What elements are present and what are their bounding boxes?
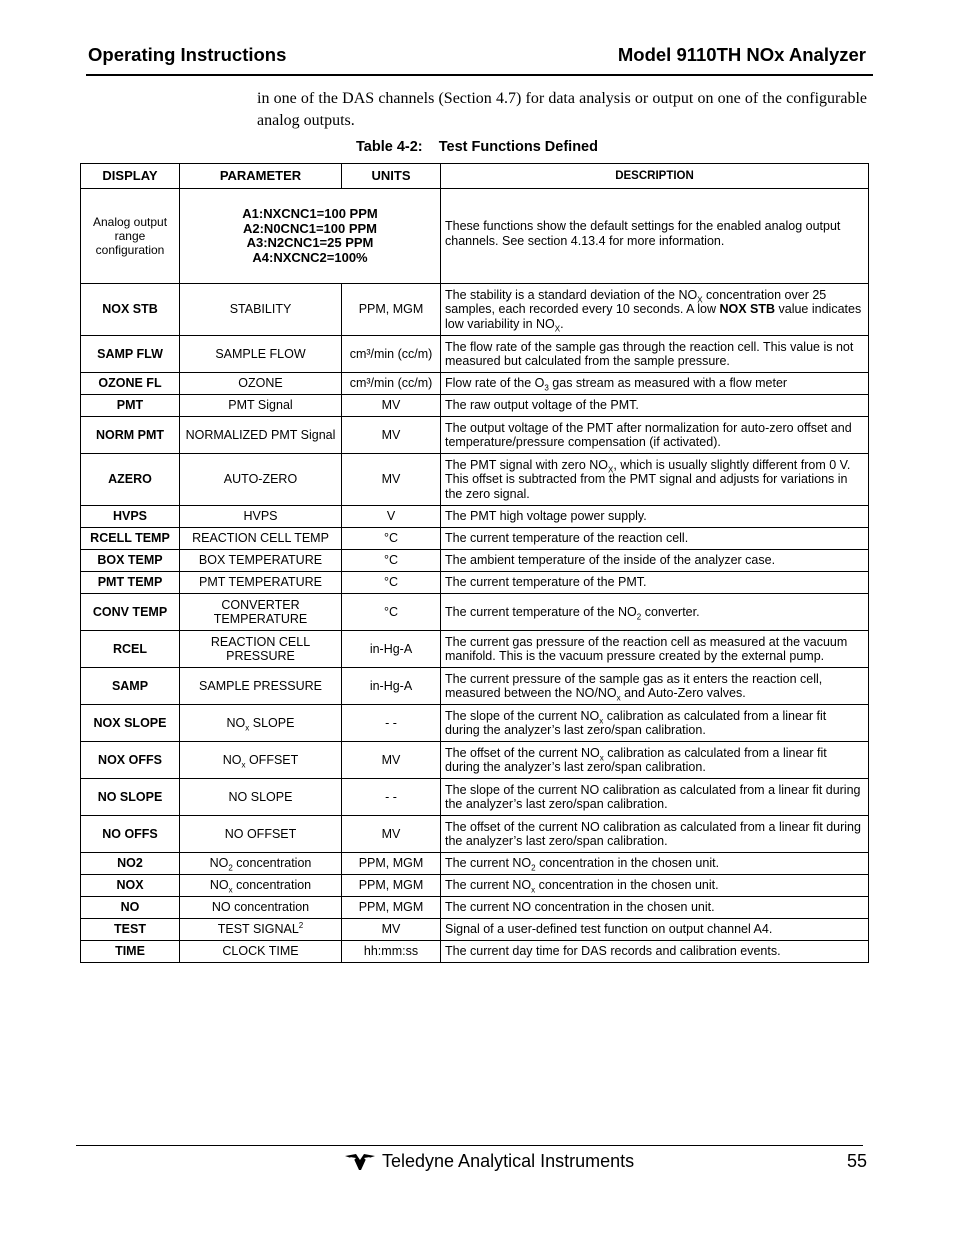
- text-segment: The offset of the current NO: [445, 745, 600, 760]
- text-segment: , which is usually slightly different from 0 V. This offset is subtracted from the PMT signal and adjusts for variations in the zero signal.: [445, 457, 851, 501]
- row-description: The current day time for DAS records and calibration events.: [441, 941, 869, 963]
- row-display: RCELL TEMP: [81, 528, 180, 550]
- row-units: - -: [342, 705, 441, 742]
- text-segment: 3: [544, 383, 549, 393]
- row-display: HVPS: [81, 506, 180, 528]
- row-parameter: STABILITY: [180, 284, 342, 336]
- test-functions-table: [80, 163, 869, 963]
- teledyne-logo-icon: [344, 1152, 376, 1172]
- row-parameter: NO SLOPE: [180, 779, 342, 816]
- row-display: NOX OFFS: [81, 742, 180, 779]
- row-description: [441, 742, 869, 779]
- row-display: NO2: [81, 853, 180, 875]
- row-display: AZERO: [81, 454, 180, 506]
- row-units: MV: [342, 417, 441, 454]
- row-units: hh:mm:ss: [342, 941, 441, 963]
- row-description: [441, 668, 869, 705]
- table-row: [81, 506, 869, 528]
- row-units: PPM, MGM: [342, 875, 441, 897]
- range-config-row: [81, 189, 869, 284]
- text-segment: Flow rate of the O: [445, 376, 545, 391]
- intro-paragraph: in one of the DAS channels (Section 4.7) for data analysis or output on one of the configurable analog outputs.: [257, 90, 867, 129]
- text-segment: calibration as calculated from a linear fit during the analyzer’s last zero/span calibration.: [445, 745, 827, 774]
- table-row: [81, 941, 869, 963]
- row-display: PMT: [81, 395, 180, 417]
- table-row: [81, 631, 869, 668]
- row-parameter: CLOCK TIME: [180, 941, 342, 963]
- row-units: PPM, MGM: [342, 897, 441, 919]
- row-display: NOX: [81, 875, 180, 897]
- table-row: [81, 594, 869, 631]
- table-row: [81, 528, 869, 550]
- row-description: The flow rate of the sample gas through the reaction cell. This value is not measured but calculated from the sample pressure.: [441, 336, 869, 373]
- text-segment: x: [245, 723, 250, 733]
- table-row: [81, 919, 869, 941]
- text-segment: TEST SIGNAL: [217, 922, 299, 937]
- range-display: Analog output range configuration: [81, 189, 180, 284]
- text-segment: NO: [222, 752, 242, 767]
- row-display: SAMP: [81, 668, 180, 705]
- text-segment: The current NO: [445, 856, 532, 871]
- range-param: A3:N2CNC1=25 PPM: [246, 235, 374, 250]
- range-description: These functions show the default settings for the enabled analog output channels. See section 4.13.4 for more information.: [441, 189, 869, 284]
- text-segment: concentration: [232, 856, 312, 871]
- text-segment: x: [599, 753, 604, 762]
- text-segment: 2: [531, 863, 536, 873]
- row-display: TIME: [81, 941, 180, 963]
- row-display: PMT TEMP: [81, 572, 180, 594]
- row-units: V: [342, 506, 441, 528]
- table-row: [81, 779, 869, 816]
- row-display: SAMP FLW: [81, 336, 180, 373]
- text-segment: The current NO: [445, 878, 532, 893]
- text-segment: gas stream as measured with a flow meter: [548, 376, 788, 391]
- text-segment: NO: [226, 715, 246, 730]
- text-segment: .: [560, 316, 564, 331]
- row-display: RCEL: [81, 631, 180, 668]
- row-units: MV: [342, 919, 441, 941]
- row-parameter: OZONE: [180, 373, 342, 395]
- page-number: 55: [846, 1151, 867, 1171]
- table-row: [81, 897, 869, 919]
- table-caption: Table 4-2: Test Functions Defined: [356, 139, 598, 155]
- range-param: A4:NXCNC2=100%: [252, 249, 368, 265]
- text-segment: NO: [209, 856, 229, 871]
- table-header-row: [81, 164, 869, 189]
- text-segment: 2: [636, 612, 642, 622]
- range-param: A2:N0CNC1=100 PPM: [242, 220, 378, 236]
- text-segment: calibration as calculated from a linear fit during the analyzer’s last zero/span calibration.: [445, 708, 827, 737]
- row-display: NOX SLOPE: [81, 705, 180, 742]
- row-description: The offset of the current NO calibration as calculated from a linear fit during the analyzer’s last zero/span calibration.: [441, 816, 869, 853]
- range-param: A1:NXCNC1=100 PPM: [242, 206, 378, 221]
- row-units: MV: [342, 395, 441, 417]
- table-row: [81, 417, 869, 454]
- row-parameter: BOX TEMPERATURE: [180, 550, 342, 572]
- table-row: [81, 668, 869, 705]
- table-row: [81, 336, 869, 373]
- row-description: The current temperature of the PMT.: [441, 572, 869, 594]
- row-description: The slope of the current NO calibration as calculated from a linear fit during the analyzer’s last zero/span calibration.: [441, 779, 869, 816]
- table-row: [81, 705, 869, 742]
- row-description: The current gas pressure of the reaction cell as measured at the vacuum manifold. This is the vacuum pressure created by the external pump.: [441, 631, 869, 668]
- footer-rule: [76, 1145, 863, 1146]
- table-row: [81, 816, 869, 853]
- text-segment: The current pressure of the sample gas as it enters the reaction cell, measured between the NO/NO: [445, 671, 823, 700]
- text-segment: NOX STB: [719, 302, 776, 317]
- text-segment: X: [554, 324, 561, 334]
- table-row: [81, 742, 869, 779]
- col-header-display: DISPLAY: [81, 164, 180, 189]
- row-units: - -: [342, 779, 441, 816]
- row-units: MV: [342, 454, 441, 506]
- text-segment: x: [228, 885, 233, 895]
- row-display: NORM PMT: [81, 417, 180, 454]
- row-parameter: REACTION CELL PRESSURE: [180, 631, 342, 668]
- row-description: [441, 875, 869, 897]
- text-segment: concentration over 25 samples, each recorded every 10 seconds. A low: [445, 287, 827, 317]
- text-segment: x: [241, 760, 246, 770]
- row-description: The raw output voltage of the PMT.: [441, 395, 869, 417]
- row-parameter: HVPS: [180, 506, 342, 528]
- text-segment: converter.: [641, 604, 700, 619]
- row-parameter: [180, 742, 342, 779]
- range-params: [180, 189, 441, 284]
- row-parameter: PMT TEMPERATURE: [180, 572, 342, 594]
- col-header-description: DESCRIPTION: [441, 164, 869, 189]
- table-row: [81, 853, 869, 875]
- row-display: NOX STB: [81, 284, 180, 336]
- row-parameter: CONVERTER TEMPERATURE: [180, 594, 342, 631]
- table-row: [81, 875, 869, 897]
- row-units: °C: [342, 594, 441, 631]
- text-segment: and Auto-Zero valves.: [620, 686, 746, 700]
- text-segment: NO: [209, 878, 229, 893]
- row-units: in-Hg-A: [342, 668, 441, 705]
- row-display: BOX TEMP: [81, 550, 180, 572]
- text-segment: x: [616, 693, 621, 703]
- row-description: [441, 454, 869, 506]
- row-parameter: [180, 919, 342, 941]
- row-units: MV: [342, 742, 441, 779]
- row-description: The current NO concentration in the chosen unit.: [441, 897, 869, 919]
- text-segment: concentration in the chosen unit.: [535, 856, 720, 871]
- row-display: OZONE FL: [81, 373, 180, 395]
- text-segment: The PMT signal with zero NO: [445, 457, 609, 472]
- row-parameter: SAMPLE FLOW: [180, 336, 342, 373]
- row-parameter: NO concentration: [180, 897, 342, 919]
- row-units: in-Hg-A: [342, 631, 441, 668]
- row-units: °C: [342, 572, 441, 594]
- text-segment: concentration in the chosen unit.: [535, 878, 719, 893]
- row-units: °C: [342, 550, 441, 572]
- row-parameter: REACTION CELL TEMP: [180, 528, 342, 550]
- text-segment: value indicates low variability in NO: [445, 302, 862, 331]
- table-row: [81, 284, 869, 336]
- row-display: CONV TEMP: [81, 594, 180, 631]
- header-left-title: Operating Instructions: [88, 44, 287, 65]
- table-row: [81, 572, 869, 594]
- footer-brand: [344, 1151, 634, 1172]
- text-segment: 2: [228, 863, 233, 873]
- row-parameter: [180, 875, 342, 897]
- row-description: [441, 373, 869, 395]
- row-units: cm³/min (cc/m): [342, 373, 441, 395]
- row-parameter: [180, 853, 342, 875]
- text-segment: X: [697, 295, 703, 305]
- text-segment: x: [531, 885, 536, 895]
- header-rule: [86, 74, 873, 76]
- row-parameter: SAMPLE PRESSURE: [180, 668, 342, 705]
- row-description: [441, 853, 869, 875]
- text-segment: The stability is a standard deviation of the NO: [445, 287, 698, 302]
- row-description: The PMT high voltage power supply.: [441, 506, 869, 528]
- row-parameter: NO OFFSET: [180, 816, 342, 853]
- row-display: NO OFFS: [81, 816, 180, 853]
- row-units: MV: [342, 816, 441, 853]
- text-segment: 2: [298, 921, 304, 931]
- text-segment: concentration: [232, 878, 312, 893]
- col-header-units: UNITS: [342, 164, 441, 189]
- row-units: °C: [342, 528, 441, 550]
- row-parameter: NORMALIZED PMT Signal: [180, 417, 342, 454]
- row-parameter: AUTO-ZERO: [180, 454, 342, 506]
- row-display: NO: [81, 897, 180, 919]
- row-description: [441, 594, 869, 631]
- row-description: [441, 705, 869, 742]
- table-row: [81, 395, 869, 417]
- row-description: [441, 284, 869, 336]
- table-row: [81, 373, 869, 395]
- text-segment: SLOPE: [249, 715, 295, 730]
- header-right-title: Model 9110TH NOx Analyzer: [617, 44, 866, 65]
- text-segment: OFFSET: [245, 752, 299, 767]
- text-segment: X: [608, 465, 614, 475]
- col-header-parameter: PARAMETER: [180, 164, 342, 189]
- row-units: cm³/min (cc/m): [342, 336, 441, 373]
- row-description: The output voltage of the PMT after normalization for auto-zero offset and temperature/pressure compensation (if activated).: [441, 417, 869, 454]
- row-parameter: [180, 705, 342, 742]
- text-segment: The slope of the current NO: [445, 708, 600, 723]
- row-parameter: PMT Signal: [180, 395, 342, 417]
- table-row: [81, 550, 869, 572]
- footer-brand-text: Teledyne Analytical Instruments: [382, 1151, 635, 1171]
- text-segment: x: [599, 716, 604, 725]
- row-description: The current temperature of the reaction cell.: [441, 528, 869, 550]
- row-description: The ambient temperature of the inside of the analyzer case.: [441, 550, 869, 572]
- table-row: [81, 454, 869, 506]
- row-units: PPM, MGM: [342, 853, 441, 875]
- row-units: PPM, MGM: [342, 284, 441, 336]
- row-display: TEST: [81, 919, 180, 941]
- row-display: NO SLOPE: [81, 779, 180, 816]
- text-segment: The current temperature of the NO: [445, 604, 637, 619]
- row-description: Signal of a user-defined test function on output channel A4.: [441, 919, 869, 941]
